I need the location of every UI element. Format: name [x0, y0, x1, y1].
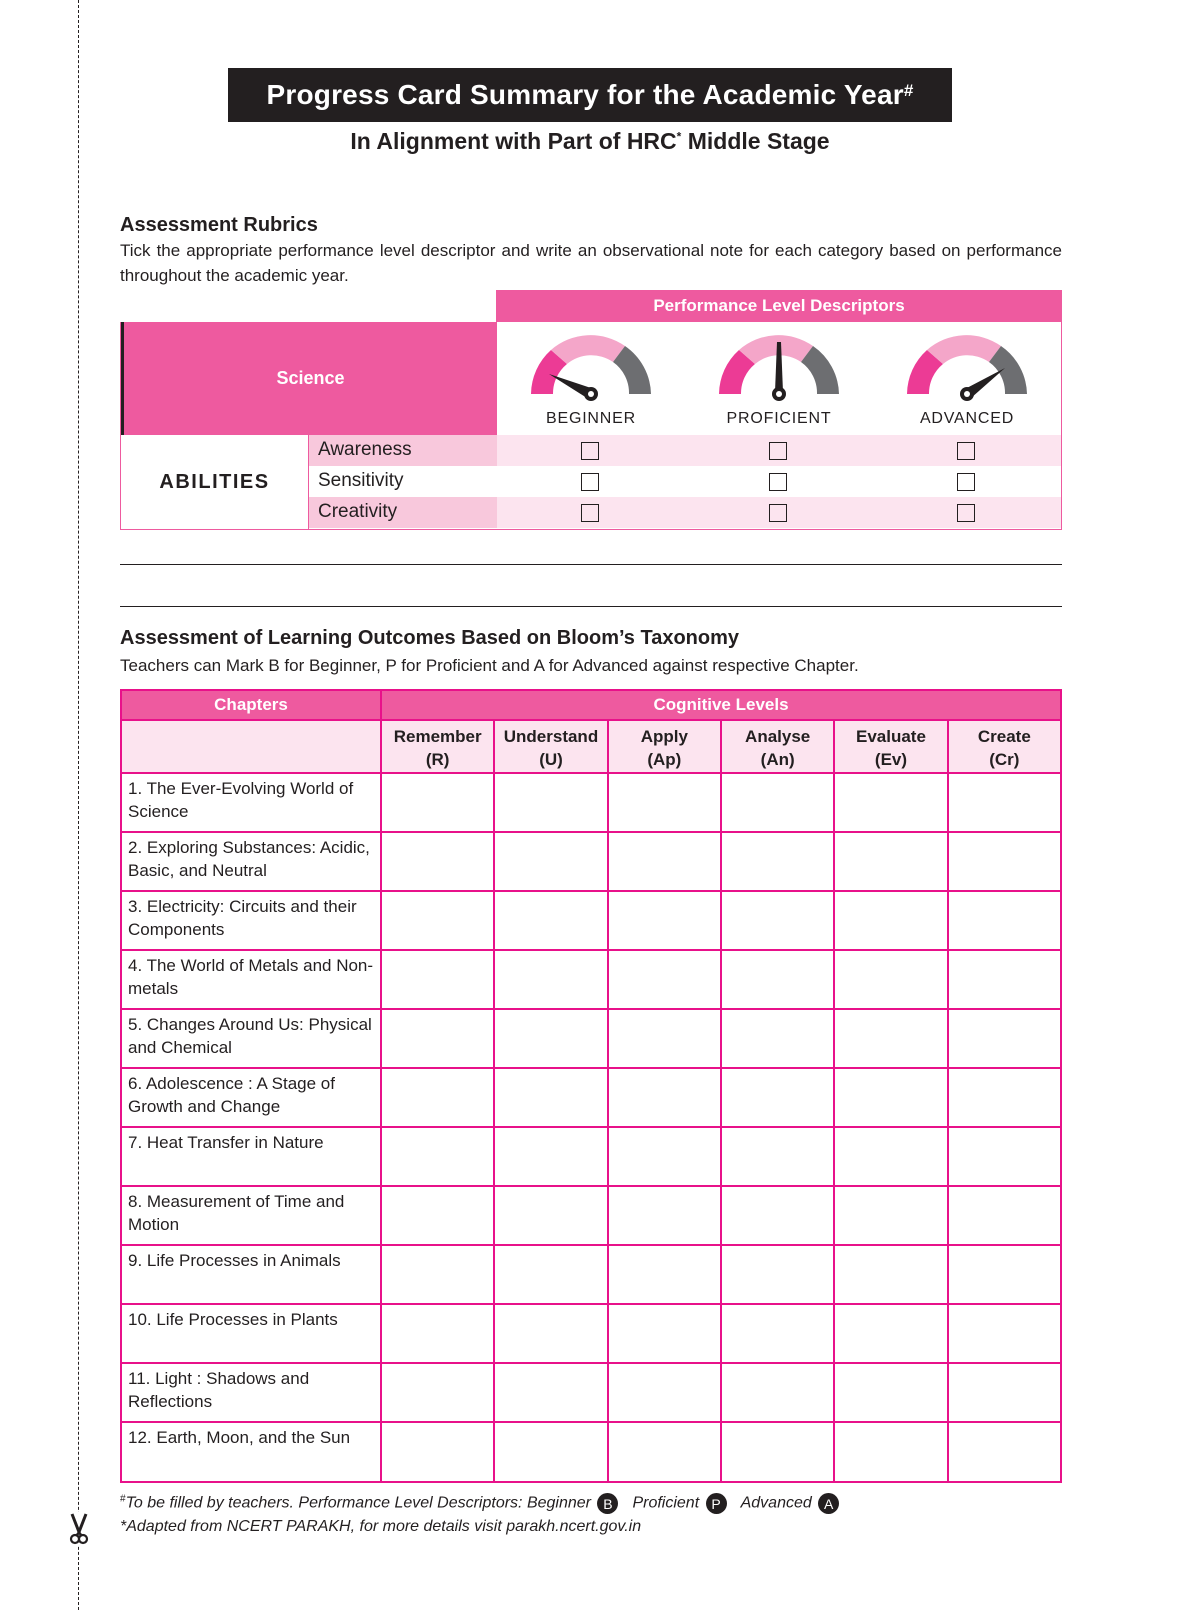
mark-cell-remember[interactable] [381, 950, 494, 1009]
mark-cell-create[interactable] [948, 1422, 1061, 1482]
chapter-row [121, 1363, 1061, 1422]
level-label: PROFICIENT [726, 410, 832, 427]
mark-cell-analyse[interactable] [721, 1009, 834, 1068]
chapter-row [121, 1009, 1061, 1068]
mark-cell-analyse[interactable] [721, 1422, 834, 1482]
gauge-high-icon [901, 328, 1033, 406]
footnote-1 [120, 1493, 853, 1514]
level-name: Evaluate [856, 727, 926, 746]
mark-cell-analyse[interactable] [721, 1186, 834, 1245]
level-abbr: (Ev) [874, 750, 908, 769]
footnote-2: *Adapted from NCERT PARAKH, for more details visit parakh.ncert.gov.in [120, 1518, 642, 1535]
mark-cell-create[interactable] [948, 832, 1061, 891]
mark-cell-understand[interactable] [494, 891, 607, 950]
beginner-badge-icon: B [597, 1493, 618, 1514]
abilities-label: ABILITIES [121, 435, 309, 529]
subtitle-text: In Alignment with Part of HRC [350, 128, 677, 154]
mark-cell-create[interactable] [948, 1245, 1061, 1304]
level-remember [381, 720, 494, 773]
mark-cell-understand[interactable] [494, 1245, 607, 1304]
mark-cell-understand[interactable] [494, 1068, 607, 1127]
mark-cell-understand[interactable] [494, 1186, 607, 1245]
mark-cell-apply[interactable] [608, 891, 721, 950]
chapter-row [121, 1245, 1061, 1304]
mark-cell-remember[interactable] [381, 891, 494, 950]
subtitle-text-end: Middle Stage [681, 128, 830, 154]
chapter-row [121, 832, 1061, 891]
mark-cell-apply[interactable] [608, 1127, 721, 1186]
proficient-badge-icon: P [706, 1493, 727, 1514]
mark-cell-create[interactable] [948, 1009, 1061, 1068]
bloom-header-row [121, 690, 1061, 720]
footnote-level-advanced: Advanced [740, 1494, 812, 1512]
footnote-level-proficient: Proficient [632, 1494, 700, 1512]
checkbox-awareness-proficient[interactable] [769, 442, 787, 460]
level-label: BEGINNER [546, 410, 636, 427]
mark-cell-understand[interactable] [494, 1422, 607, 1482]
checkbox-creativity-advanced[interactable] [957, 504, 975, 522]
title-footnote-mark: # [903, 81, 914, 100]
chapter-name: 12. Earth, Moon, and the Sun [121, 1422, 381, 1482]
checkbox-sensitivity-proficient[interactable] [769, 473, 787, 491]
ability-label: Creativity [309, 497, 497, 528]
mark-cell-understand[interactable] [494, 832, 607, 891]
cognitive-levels-header: Cognitive Levels [381, 690, 1061, 720]
mark-cell-evaluate[interactable] [834, 832, 947, 891]
mark-cell-understand[interactable] [494, 1127, 607, 1186]
level-abbr: (U) [539, 750, 563, 769]
mark-cell-remember[interactable] [381, 1186, 494, 1245]
mark-cell-apply[interactable] [608, 1009, 721, 1068]
mark-cell-create[interactable] [948, 1304, 1061, 1363]
page-title [228, 68, 952, 122]
mark-cell-analyse[interactable] [721, 1245, 834, 1304]
chapter-row [121, 1127, 1061, 1186]
mark-cell-analyse[interactable] [721, 832, 834, 891]
mark-cell-evaluate[interactable] [834, 1304, 947, 1363]
subtitle-footnote-mark: * [676, 129, 682, 144]
chapters-subheader-blank [121, 720, 381, 773]
footnote-mark: # [120, 1493, 126, 1505]
mark-cell-apply[interactable] [608, 1422, 721, 1482]
level-proficient [685, 322, 873, 435]
ability-row-creativity [309, 497, 1061, 528]
mark-cell-evaluate[interactable] [834, 1363, 947, 1422]
mark-cell-create[interactable] [948, 950, 1061, 1009]
title-text: Progress Card Summary for the Academic Year [266, 79, 904, 110]
checkbox-sensitivity-advanced[interactable] [957, 473, 975, 491]
ability-label: Sensitivity [318, 470, 404, 491]
level-analyse [721, 720, 834, 773]
chapter-name: 1. The Ever-Evolving World of Science [121, 773, 381, 832]
level-understand [494, 720, 607, 773]
mark-cell-remember[interactable] [381, 1009, 494, 1068]
mark-cell-evaluate[interactable] [834, 1245, 947, 1304]
checkbox-sensitivity-beginner[interactable] [581, 473, 599, 491]
mark-cell-apply[interactable] [608, 950, 721, 1009]
checkbox-awareness-beginner[interactable] [581, 442, 599, 460]
chapter-name: 4. The World of Metals and Non-metals [121, 950, 381, 1009]
mark-cell-analyse[interactable] [721, 773, 834, 832]
mark-cell-analyse[interactable] [721, 891, 834, 950]
chapter-name: 6. Adolescence : A Stage of Growth and Change [121, 1068, 381, 1127]
mark-cell-remember[interactable] [381, 1422, 494, 1482]
chapter-row [121, 1068, 1061, 1127]
chapter-row [121, 773, 1061, 832]
mark-cell-understand[interactable] [494, 1304, 607, 1363]
mark-cell-remember[interactable] [381, 1363, 494, 1422]
mark-cell-evaluate[interactable] [834, 1186, 947, 1245]
chapter-name: 2. Exploring Substances: Acidic, Basic, and Neutral [121, 832, 381, 891]
mark-cell-understand[interactable] [494, 773, 607, 832]
mark-cell-apply[interactable] [608, 773, 721, 832]
chapters-header: Chapters [121, 690, 381, 720]
mark-cell-remember[interactable] [381, 1304, 494, 1363]
chapter-rows [121, 773, 1061, 1482]
ability-row-sensitivity [309, 466, 1061, 497]
mark-cell-create[interactable] [948, 891, 1061, 950]
mark-cell-remember[interactable] [381, 773, 494, 832]
bloom-subheader-row [121, 720, 1061, 773]
level-name: Apply [640, 727, 688, 746]
ability-row-awareness [309, 435, 1061, 466]
rubrics-table [120, 322, 1062, 530]
mark-cell-remember[interactable] [381, 1245, 494, 1304]
ability-label: Awareness [309, 435, 497, 466]
subject-cell: Science [121, 322, 497, 435]
chapter-name: 11. Light : Shadows and Reflections [121, 1363, 381, 1422]
level-name: Analyse [745, 727, 811, 746]
bloom-heading: Assessment of Learning Outcomes Based on Bloom’s Taxonomy [120, 627, 740, 649]
chapter-name: 3. Electricity: Circuits and their Components [121, 891, 381, 950]
level-apply [608, 720, 721, 773]
bloom-instruction: Teachers can Mark B for Beginner, P for Proficient and A for Advanced against respective Chapter. [120, 656, 859, 675]
level-name: Remember [393, 727, 482, 746]
chapter-row [121, 1422, 1061, 1482]
level-name: Understand [503, 727, 599, 746]
mark-cell-apply[interactable] [608, 1186, 721, 1245]
level-beginner [497, 322, 685, 435]
mark-cell-evaluate[interactable] [834, 773, 947, 832]
level-name: Create [977, 727, 1031, 746]
footnote-text: To be filled by teachers. Performance Level Descriptors: Beginner [125, 1494, 591, 1512]
mark-cell-apply[interactable] [608, 1068, 721, 1127]
mark-cell-create[interactable] [948, 773, 1061, 832]
level-create [948, 720, 1061, 773]
checkbox-creativity-proficient[interactable] [769, 504, 787, 522]
level-abbr: (An) [760, 750, 795, 769]
mark-cell-apply[interactable] [608, 1363, 721, 1422]
mark-cell-analyse[interactable] [721, 950, 834, 1009]
mark-cell-analyse[interactable] [721, 1363, 834, 1422]
level-advanced [873, 322, 1061, 435]
level-abbr: (Cr) [989, 750, 1020, 769]
bloom-table [120, 689, 1062, 1483]
mark-cell-apply[interactable] [608, 1304, 721, 1363]
mark-cell-evaluate[interactable] [834, 891, 947, 950]
mark-cell-apply[interactable] [608, 1245, 721, 1304]
mark-cell-create[interactable] [948, 1186, 1061, 1245]
level-abbr: (Ap) [647, 750, 682, 769]
mark-cell-analyse[interactable] [721, 1127, 834, 1186]
level-evaluate [834, 720, 947, 773]
cut-line [78, 0, 79, 1610]
checkbox-creativity-beginner[interactable] [581, 504, 599, 522]
advanced-badge-icon: A [818, 1493, 839, 1514]
mark-cell-analyse[interactable] [721, 1068, 834, 1127]
mark-cell-analyse[interactable] [721, 1304, 834, 1363]
page-subtitle [228, 128, 952, 155]
observation-note-line-1[interactable] [120, 564, 1062, 565]
performance-level-header: Performance Level Descriptors [496, 290, 1062, 322]
mark-cell-remember[interactable] [381, 1068, 494, 1127]
mark-cell-evaluate[interactable] [834, 1009, 947, 1068]
mark-cell-understand[interactable] [494, 1009, 607, 1068]
gauge-low-icon [525, 328, 657, 406]
gauge-mid-icon [713, 328, 845, 406]
chapter-row [121, 891, 1061, 950]
checkbox-awareness-advanced[interactable] [957, 442, 975, 460]
mark-cell-evaluate[interactable] [834, 1127, 947, 1186]
mark-cell-create[interactable] [948, 1127, 1061, 1186]
mark-cell-understand[interactable] [494, 950, 607, 1009]
mark-cell-evaluate[interactable] [834, 1068, 947, 1127]
chapter-row [121, 950, 1061, 1009]
mark-cell-create[interactable] [948, 1363, 1061, 1422]
mark-cell-remember[interactable] [381, 832, 494, 891]
chapter-row [121, 1186, 1061, 1245]
scissors-icon [68, 1512, 90, 1546]
mark-cell-apply[interactable] [608, 832, 721, 891]
chapter-name: 8. Measurement of Time and Motion [121, 1186, 381, 1245]
mark-cell-evaluate[interactable] [834, 1422, 947, 1482]
mark-cell-evaluate[interactable] [834, 950, 947, 1009]
level-abbr: (R) [425, 750, 450, 769]
rubrics-heading: Assessment Rubrics [120, 214, 318, 236]
mark-cell-understand[interactable] [494, 1363, 607, 1422]
chapter-name: 5. Changes Around Us: Physical and Chemical [121, 1009, 381, 1068]
mark-cell-remember[interactable] [381, 1127, 494, 1186]
chapter-name: 10. Life Processes in Plants [121, 1304, 381, 1363]
chapter-name: 7. Heat Transfer in Nature [121, 1127, 381, 1186]
rubrics-instruction: Tick the appropriate performance level descriptor and write an observational note for each category based on performance throughout the academic year. [120, 241, 1062, 285]
chapter-row [121, 1304, 1061, 1363]
level-label: ADVANCED [919, 410, 1015, 427]
chapter-name: 9. Life Processes in Animals [121, 1245, 381, 1304]
observation-note-line-2[interactable] [120, 606, 1062, 607]
mark-cell-create[interactable] [948, 1068, 1061, 1127]
